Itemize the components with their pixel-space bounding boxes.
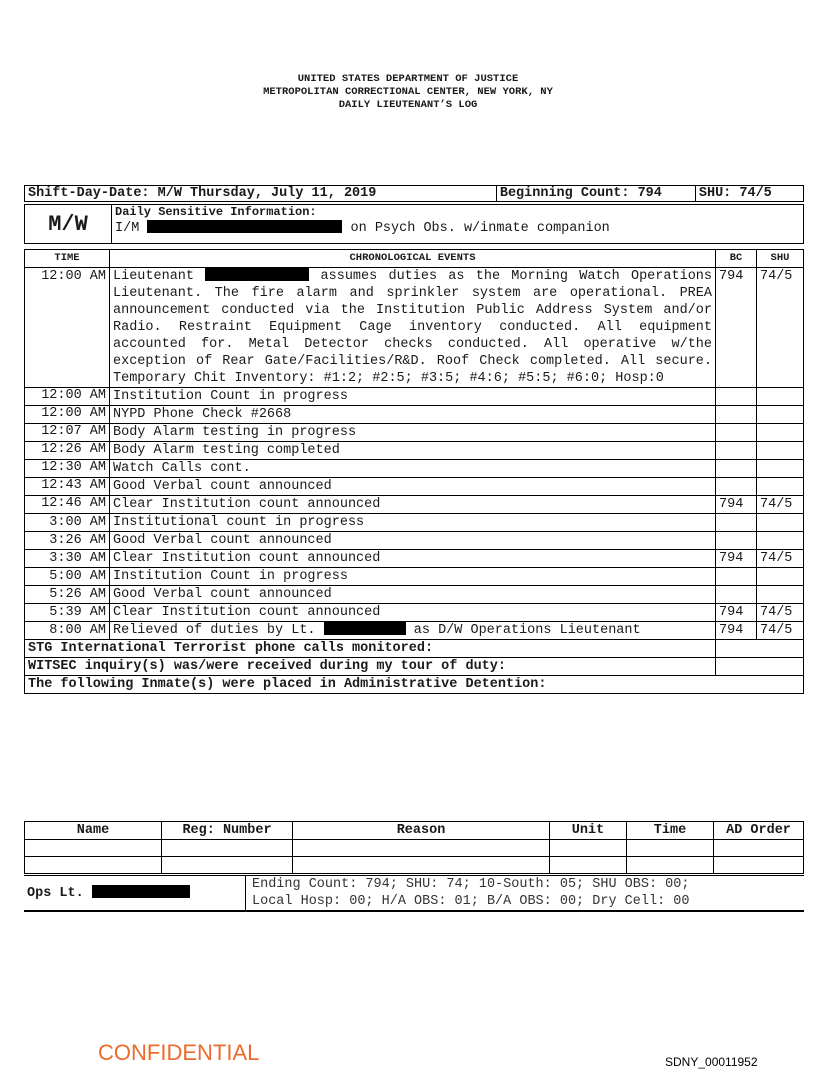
- log-shu: [757, 514, 804, 532]
- shift-day-date: Shift-Day-Date: M/W Thursday, July 11, 2019: [25, 186, 497, 202]
- log-event: Watch Calls cont.: [110, 460, 716, 478]
- log-shu: 74/5: [757, 622, 804, 640]
- log-row-relief: [25, 622, 804, 640]
- detention-label: The following Inmate(s) were placed in Administrative Detention:: [25, 676, 804, 694]
- log-shu: [757, 586, 804, 604]
- ending-count: [246, 876, 805, 912]
- sensitive-table: [24, 204, 804, 244]
- log-shu: [757, 442, 804, 460]
- log-row: [25, 442, 804, 460]
- log-shu: [757, 424, 804, 442]
- log-row: [25, 424, 804, 442]
- log-shu: [757, 532, 804, 550]
- detention-table: [24, 821, 804, 874]
- log-event-text: assumes duties as the Morning Watch Operations Lieutenant. The fire alarm and sprinkler system are operational. PREA announcement conducted via the Institution Public Address System and/or Radio. Restraint Equipment Cage inventory conducted. All equipment accounted for. Metal Detector checks conducted. All operative w/the exception of Rear Gate/Facilities/R&D. Roof Check completed. All secure. Temporary Chit Inventory: #1:2; #2:5; #3:5; #4:6; #5:5; #6:0; Hosp:0: [113, 269, 712, 386]
- ops-lt-cell: [24, 876, 246, 912]
- log-shu: [757, 478, 804, 496]
- log-row: [25, 388, 804, 406]
- log-event: Clear Institution count announced: [110, 496, 716, 514]
- col-time: TIME: [25, 250, 110, 268]
- sensitive-label: Daily Sensitive Information:: [115, 205, 317, 219]
- log-row: [25, 478, 804, 496]
- sensitive-info: [112, 205, 804, 244]
- log-event: Body Alarm testing completed: [110, 442, 716, 460]
- log-bc: 794: [716, 622, 757, 640]
- sensitive-prefix: I/M: [115, 221, 140, 236]
- log-bc: [716, 388, 757, 406]
- redaction-bar: [147, 220, 342, 233]
- log-time: 12:00 AM: [25, 388, 110, 406]
- detention-row: [25, 857, 804, 874]
- log-bc: [716, 406, 757, 424]
- col-unit: Unit: [550, 822, 627, 840]
- log-time: 12:30 AM: [25, 460, 110, 478]
- log-bc: 794: [716, 496, 757, 514]
- log-row: [25, 568, 804, 586]
- log-bc: [716, 586, 757, 604]
- shu-count: SHU: 74/5: [695, 186, 803, 202]
- beginning-count: Beginning Count: 794: [496, 186, 695, 202]
- log-event: Body Alarm testing in progress: [110, 424, 716, 442]
- log-row: [25, 460, 804, 478]
- log-bc: [716, 568, 757, 586]
- stg-label: STG International Terrorist phone calls monitored:: [25, 640, 716, 658]
- detention-row: [25, 840, 804, 857]
- log-event: Institution Count in progress: [110, 568, 716, 586]
- col-bc: BC: [716, 250, 757, 268]
- ending-line-1: Ending Count: 794; SHU: 74; 10-South: 05; SHU OBS: 00;: [252, 877, 690, 892]
- stg-row: [25, 640, 804, 658]
- log-event-lead: Lieutenant: [113, 269, 195, 284]
- col-ad-order: AD Order: [714, 822, 804, 840]
- witsec-row: [25, 658, 804, 676]
- relief-tail: as D/W Operations Lieutenant: [413, 623, 641, 638]
- log-row: [25, 532, 804, 550]
- log-row: [25, 496, 804, 514]
- detention-label-row: [25, 676, 804, 694]
- log-time: 3:00 AM: [25, 514, 110, 532]
- document-header: [0, 73, 816, 112]
- log-bc: [716, 532, 757, 550]
- log-shu: [757, 406, 804, 424]
- log-event: Institutional count in progress: [110, 514, 716, 532]
- log-event: Clear Institution count announced: [110, 550, 716, 568]
- relief-lead: Relieved of duties by Lt.: [113, 623, 316, 638]
- col-name: Name: [25, 822, 162, 840]
- log-event: Institution Count in progress: [110, 388, 716, 406]
- ops-lt-label: Ops Lt.: [27, 885, 84, 901]
- sensitive-line: [115, 220, 800, 236]
- log-event: NYPD Phone Check #2668: [110, 406, 716, 424]
- log-shu: 74/5: [757, 268, 804, 388]
- log-time: 8:00 AM: [25, 622, 110, 640]
- redaction-bar: [205, 268, 309, 281]
- log-time: 3:26 AM: [25, 532, 110, 550]
- log-row: [25, 406, 804, 424]
- col-time: Time: [627, 822, 714, 840]
- log-time: 12:46 AM: [25, 496, 110, 514]
- col-shu: SHU: [757, 250, 804, 268]
- bates-number: SDNY_00011952: [665, 1055, 758, 1069]
- log-bc: 794: [716, 268, 757, 388]
- log-event: [110, 268, 716, 388]
- detention-header-row: [25, 822, 804, 840]
- log-bc: 794: [716, 550, 757, 568]
- log-shu: 74/5: [757, 496, 804, 514]
- log-time: 12:26 AM: [25, 442, 110, 460]
- log-event: [110, 622, 716, 640]
- sensitive-suffix: on Psych Obs. w/inmate companion: [350, 221, 610, 236]
- log-time: 5:26 AM: [25, 586, 110, 604]
- header-log-title: DAILY LIEUTENANT’S LOG: [338, 99, 478, 111]
- log-time: 5:00 AM: [25, 568, 110, 586]
- footer-table: [24, 875, 804, 912]
- log-bc: [716, 478, 757, 496]
- log-event: Good Verbal count announced: [110, 586, 716, 604]
- log-row: [25, 514, 804, 532]
- log-shu: 74/5: [757, 604, 804, 622]
- log-event: Good Verbal count announced: [110, 478, 716, 496]
- log-row: [25, 604, 804, 622]
- witsec-label: WITSEC inquiry(s) was/were received during my tour of duty:: [25, 658, 716, 676]
- header-agency: UNITED STATES DEPARTMENT OF JUSTICE: [297, 73, 519, 85]
- chronological-log: [24, 249, 804, 694]
- log-time: 3:30 AM: [25, 550, 110, 568]
- shift-code: M/W: [25, 205, 112, 244]
- header-facility: METROPOLITAN CORRECTIONAL CENTER, NEW YORK, NY: [263, 86, 553, 98]
- log-shu: [757, 388, 804, 406]
- log-bc: 794: [716, 604, 757, 622]
- log-header-row: [25, 250, 804, 268]
- confidential-stamp: CONFIDENTIAL: [98, 1040, 260, 1065]
- witsec-value: [716, 658, 804, 676]
- log-bc: [716, 460, 757, 478]
- col-reason: Reason: [293, 822, 550, 840]
- log-row-first: [25, 268, 804, 388]
- redaction-bar: [92, 885, 190, 898]
- redaction-bar: [324, 622, 406, 635]
- log-time: 5:39 AM: [25, 604, 110, 622]
- log-shu: [757, 568, 804, 586]
- summary-table: [24, 185, 804, 202]
- log-time: 12:00 AM: [25, 268, 110, 388]
- col-events: CHRONOLOGICAL EVENTS: [110, 250, 716, 268]
- log-bc: [716, 442, 757, 460]
- ending-line-2: Local Hosp: 00; H/A OBS: 01; B/A OBS: 00; Dry Cell: 00: [252, 894, 690, 909]
- log-time: 12:00 AM: [25, 406, 110, 424]
- log-bc: [716, 424, 757, 442]
- log-event: Good Verbal count announced: [110, 532, 716, 550]
- col-reg-number: Reg: Number: [162, 822, 293, 840]
- log-time: 12:43 AM: [25, 478, 110, 496]
- log-event: Clear Institution count announced: [110, 604, 716, 622]
- stg-value: [716, 640, 804, 658]
- log-shu: 74/5: [757, 550, 804, 568]
- log-shu: [757, 460, 804, 478]
- log-row: [25, 586, 804, 604]
- log-bc: [716, 514, 757, 532]
- log-time: 12:07 AM: [25, 424, 110, 442]
- log-row: [25, 550, 804, 568]
